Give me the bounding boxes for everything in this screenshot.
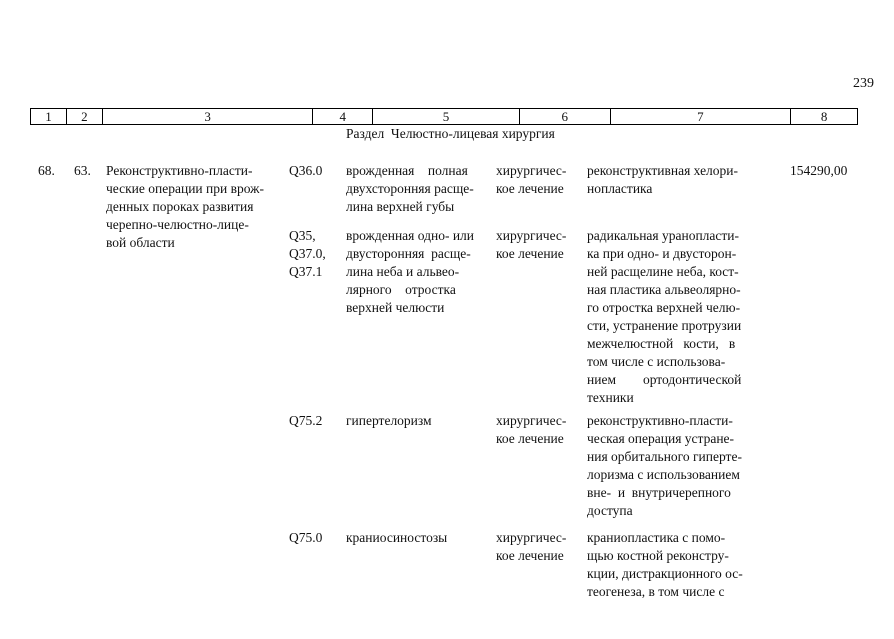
- method-line: ческая операция устране-: [587, 431, 735, 446]
- diagnosis-line: врожденная полная: [346, 163, 468, 178]
- icd-code: Q37.1: [289, 264, 323, 279]
- treatment-method: [587, 162, 763, 198]
- header-col-8: 8: [820, 109, 828, 124]
- diagnosis-line: лярного отростка: [346, 282, 456, 297]
- method-line: радикальная уранопласти-: [587, 228, 740, 243]
- row-number-1: 68.: [38, 163, 55, 178]
- diagnosis-line: врожденная одно- или: [346, 228, 475, 243]
- cost-value: 154290,00: [790, 163, 848, 178]
- diagnosis-line: лина верхней губы: [346, 199, 455, 214]
- description-line: денных пороках развития: [106, 199, 254, 214]
- header-col-6: 6: [520, 109, 611, 124]
- treatment-type: [496, 227, 566, 263]
- header-col-4: 4: [313, 109, 373, 124]
- diagnosis-line: краниосиностозы: [346, 530, 448, 545]
- method-line: лоризма с использованием: [587, 467, 740, 482]
- column-number-header: [30, 108, 858, 125]
- page-number: 239: [853, 76, 874, 91]
- method-line: нием ортодонтической: [587, 372, 742, 387]
- service-description: [106, 162, 282, 252]
- method-line: ная пластика альвеолярно-: [587, 282, 741, 297]
- diagnosis-line: гипертелоризм: [346, 413, 432, 428]
- description-line: вой области: [106, 235, 175, 250]
- header-col-7: 7: [611, 109, 792, 124]
- treatment-line: кое лечение: [496, 431, 564, 446]
- diagnosis: [346, 162, 491, 216]
- method-line: нопластика: [587, 181, 653, 196]
- section-title: Раздел Челюстно-лицевая хирургия: [346, 126, 555, 141]
- treatment-method: [587, 412, 763, 520]
- header-col-1: 1: [31, 109, 67, 124]
- treatment-method: [587, 227, 763, 407]
- treatment-line: хирургичес-: [496, 163, 567, 178]
- icd-code: Q75.2: [289, 413, 323, 428]
- diagnosis-line: двусторонняя расще-: [346, 246, 471, 261]
- icd-codes: [289, 412, 322, 430]
- diagnosis: [346, 227, 491, 317]
- description-line: ческие операции при врож-: [106, 181, 264, 196]
- method-line: доступа: [587, 503, 633, 518]
- method-line: щью костной реконстру-: [587, 548, 729, 563]
- method-line: кции, дистракционного ос-: [587, 566, 743, 581]
- diagnosis-line: верхней челюсти: [346, 300, 445, 315]
- icd-code: Q36.0: [289, 163, 323, 178]
- diagnosis-line: двухсторонняя расще-: [346, 181, 474, 196]
- treatment-type: [496, 412, 566, 448]
- method-line: том числе с использова-: [587, 354, 726, 369]
- method-line: ния орбитального гиперте-: [587, 449, 742, 464]
- diagnosis: [346, 412, 491, 430]
- treatment-type: [496, 529, 566, 565]
- treatment-type: [496, 162, 566, 198]
- header-col-2: 2: [67, 109, 103, 124]
- method-line: ка при одно- и двусторон-: [587, 246, 737, 261]
- icd-codes: [289, 162, 322, 180]
- description-line: Реконструктивно-пласти-: [106, 163, 253, 178]
- treatment-line: кое лечение: [496, 548, 564, 563]
- method-line: теогенеза, в том числе с: [587, 584, 725, 599]
- icd-code: Q75.0: [289, 530, 323, 545]
- method-line: сти, устранение протрузии: [587, 318, 742, 333]
- method-line: техники: [587, 390, 634, 405]
- icd-codes: [289, 529, 322, 547]
- row-number-2: 63.: [74, 163, 91, 178]
- method-line: го отростка верхней челю-: [587, 300, 741, 315]
- treatment-method: [587, 529, 763, 601]
- header-col-3: 3: [103, 109, 313, 124]
- method-line: вне- и внутричерепного: [587, 485, 731, 500]
- diagnosis: [346, 529, 491, 547]
- method-line: реконструктивная хелори-: [587, 163, 739, 178]
- description-line: черепно-челюстно-лице-: [106, 217, 249, 232]
- method-line: ней расщелине неба, кост-: [587, 264, 739, 279]
- treatment-line: хирургичес-: [496, 413, 567, 428]
- treatment-line: хирургичес-: [496, 228, 567, 243]
- treatment-line: кое лечение: [496, 181, 564, 196]
- icd-code: Q37.0,: [289, 246, 326, 261]
- method-line: межчелюстной кости, в: [587, 336, 736, 351]
- icd-codes: [289, 227, 326, 281]
- treatment-line: хирургичес-: [496, 530, 567, 545]
- treatment-line: кое лечение: [496, 246, 564, 261]
- method-line: краниопластика с помо-: [587, 530, 726, 545]
- method-line: реконструктивно-пласти-: [587, 413, 733, 428]
- diagnosis-line: лина неба и альвео-: [346, 264, 460, 279]
- icd-code: Q35,: [289, 228, 316, 243]
- header-col-5: 5: [373, 109, 520, 124]
